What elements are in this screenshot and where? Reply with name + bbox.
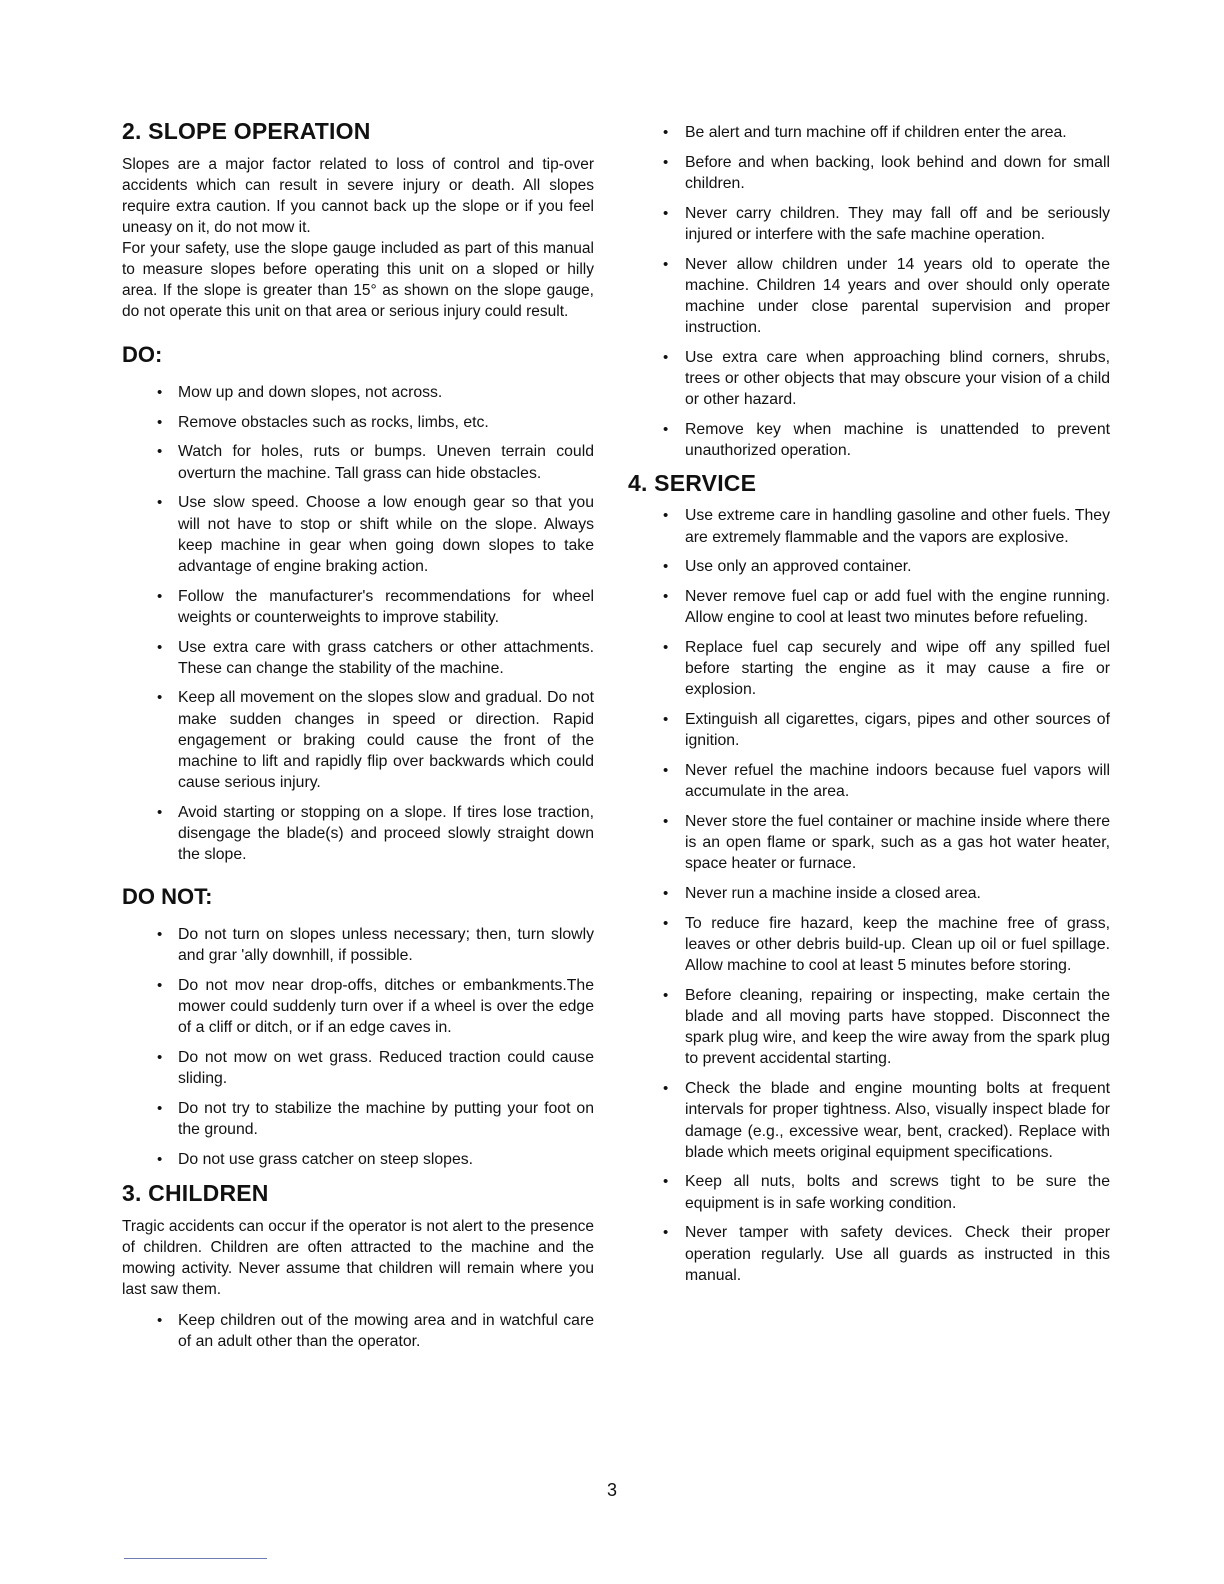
list-item: • Use only an approved container. xyxy=(628,556,1110,577)
list-item: • Check the blade and engine mounting bolts at frequent intervals for proper tightness. Also, visually inspect blade for damage (e.g., excessive wear, bent, cracked). Replace with blade which meets original equipment specifications. xyxy=(628,1078,1110,1163)
slope-intro-paragraph: Slopes are a major factor related to loss of control and tip-over accidents which can result in severe injury or death. All slopes require extra caution. If you cannot back up the slope or if you feel uneasy on it, do not mow it. xyxy=(122,155,594,236)
page-number: 3 xyxy=(606,1480,617,1500)
list-item: • Be alert and turn machine off if children enter the area. xyxy=(628,122,1110,143)
list-item: • Use extra care when approaching blind corners, shrubs, trees or other objects that may obscure your vision of a child or other hazard. xyxy=(628,347,1110,411)
list-item: • Use extra care with grass catchers or other attachments. These can change the stability of the machine. xyxy=(122,637,594,679)
list-item: • Use slow speed. Choose a low enough gear so that you will not have to stop or shift while on the slope. Always keep machine in gear when going down slopes to take advantage of engine braking action. xyxy=(122,492,594,577)
service-heading: 4. SERVICE xyxy=(628,469,757,496)
list-item: • Do not mov near drop-offs, ditches or embankments.The mower could suddenly turn over if a wheel is over the edge of a cliff or ditch, or if an edge caves in. xyxy=(122,975,594,1039)
slope-operation-heading: 2. SLOPE OPERATION xyxy=(122,118,371,144)
list-item: • Never tamper with safety devices. Check their proper operation regularly. Use all guards as instructed in this manual. xyxy=(628,1222,1110,1286)
children-list-left xyxy=(122,1310,594,1352)
list-item: • Before cleaning, repairing or inspecting, make certain the blade and all moving parts have stopped. Disconnect the spark plug wire, and keep the wire away from the spark plug to prevent accidental starting. xyxy=(628,985,1110,1070)
list-item: • Watch for holes, ruts or bumps. Uneven terrain could overturn the machine. Tall grass can hide obstacles. xyxy=(122,441,594,483)
list-item: • Never refuel the machine indoors because fuel vapors will accumulate in the area. xyxy=(628,760,1110,802)
children-list-right xyxy=(628,122,1110,461)
list-item: • To reduce fire hazard, keep the machine free of grass, leaves or other debris build-up. Clean up oil or fuel spillage. Allow machine to cool at least 5 minutes before storing. xyxy=(628,913,1110,977)
list-item: • Use extreme care in handling gasoline and other fuels. They are extremely flammable and the vapors are explosive. xyxy=(628,505,1110,547)
list-item: • Mow up and down slopes, not across. xyxy=(122,382,594,403)
do-not-list xyxy=(122,924,594,1170)
list-item: • Extinguish all cigarettes, cigars, pipes and other sources of ignition. xyxy=(628,709,1110,751)
list-item: • Never run a machine inside a closed area. xyxy=(628,883,1110,904)
do-list xyxy=(122,382,594,866)
children-paragraph: Tragic accidents can occur if the operator is not alert to the presence of children. Children are often attracted to the machine and the mowing activity. Never assume that children will remain where you last saw them. xyxy=(122,1217,594,1298)
list-item: • Keep all nuts, bolts and screws tight to be sure the equipment is in safe working condition. xyxy=(628,1171,1110,1213)
slope-gauge-paragraph: For your safety, use the slope gauge included as part of this manual to measure slopes before operating this unit on a sloped or hilly area. If the slope is greater than 15° as shown on the slope gauge, do not operate this unit on that area or serious injury could result. xyxy=(122,239,594,320)
list-item: • Never allow children under 14 years old to operate the machine. Children 14 years and over should only operate machine under close parental supervision and proper instruction. xyxy=(628,254,1110,339)
list-item: • Remove key when machine is unattended to prevent unauthorized operation. xyxy=(628,419,1110,461)
list-item: • Avoid starting or stopping on a slope. If tires lose traction, disengage the blade(s) and proceed slowly straight down the slope. xyxy=(122,802,594,866)
footer-rule xyxy=(124,1558,267,1559)
right-column xyxy=(628,118,1110,1294)
list-item: • Do not mow on wet grass. Reduced traction could cause sliding. xyxy=(122,1047,594,1089)
list-item: • Follow the manufacturer's recommendations for wheel weights or counterweights to improve stability. xyxy=(122,586,594,628)
list-item: • Do not turn on slopes unless necessary; then, turn slowly and grar 'ally downhill, if possible. xyxy=(122,924,594,966)
list-item: • Do not try to stabilize the machine by putting your foot on the ground. xyxy=(122,1098,594,1140)
list-item: • Never carry children. They may fall off and be seriously injured or interfere with the safe machine operation. xyxy=(628,203,1110,245)
list-item: • Never remove fuel cap or add fuel with the engine running. Allow engine to cool at least two minutes before refueling. xyxy=(628,586,1110,628)
list-item: • Keep children out of the mowing area and in watchful care of an adult other than the operator. xyxy=(122,1310,594,1352)
list-item: • Before and when backing, look behind and down for small children. xyxy=(628,152,1110,194)
left-column xyxy=(122,118,594,1360)
do-heading: DO: xyxy=(122,341,163,367)
list-item: • Remove obstacles such as rocks, limbs, etc. xyxy=(122,412,594,433)
list-item: • Do not use grass catcher on steep slopes. xyxy=(122,1149,594,1170)
list-item: • Never store the fuel container or machine inside where there is an open flame or spark, such as a gas hot water heater, space heater or furnace. xyxy=(628,811,1110,875)
service-list xyxy=(628,505,1110,1286)
do-not-heading: DO NOT: xyxy=(122,883,213,909)
list-item: • Keep all movement on the slopes slow and gradual. Do not make sudden changes in speed or direction. Rapid engagement or braking could cause the front of the machine to lift and rapidly flip over backwards which could cause serious injury. xyxy=(122,687,594,793)
children-heading: 3. CHILDREN xyxy=(122,1179,269,1206)
list-item: • Replace fuel cap securely and wipe off any spilled fuel before starting the engine as it may cause a fire or explosion. xyxy=(628,637,1110,701)
